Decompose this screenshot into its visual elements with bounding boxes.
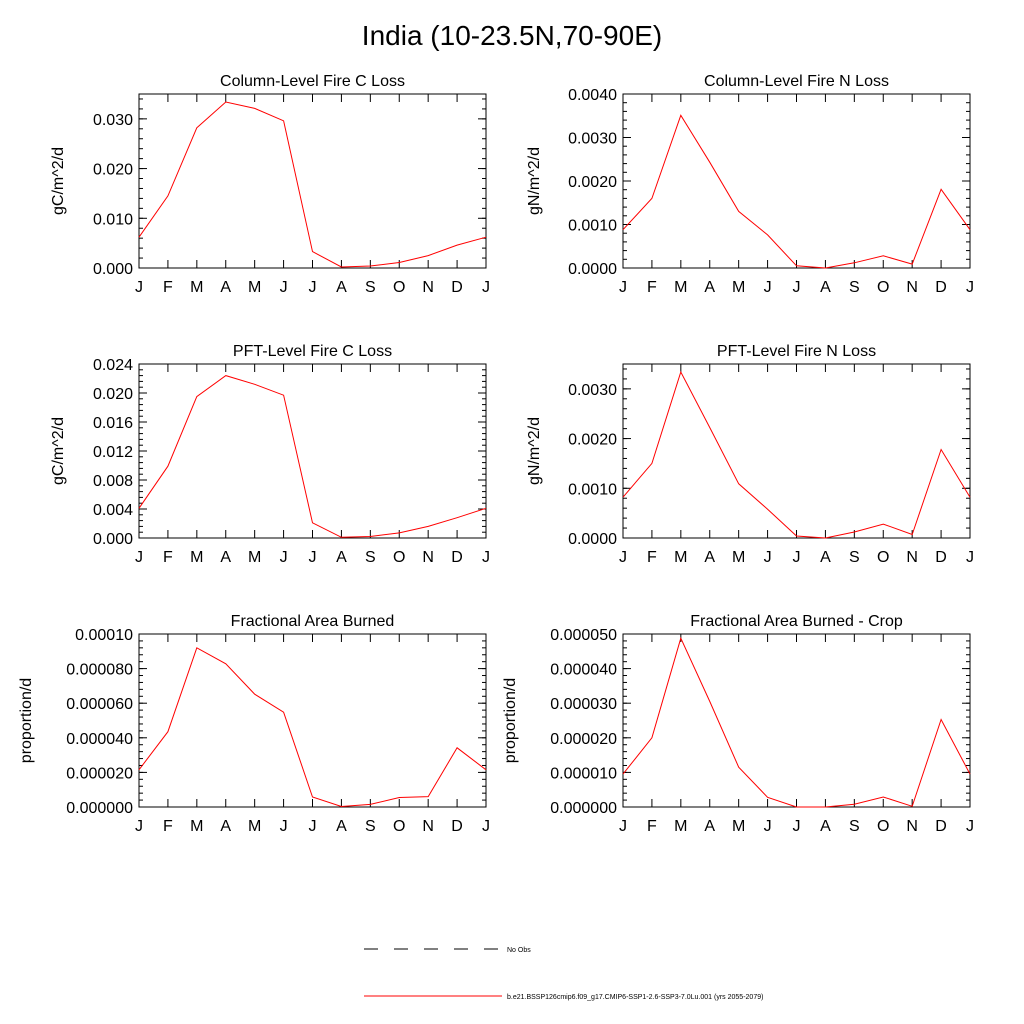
x-tick-label: A xyxy=(336,279,347,296)
series-line-1 xyxy=(139,648,486,807)
y-axis-label: gN/m^2/d xyxy=(526,147,543,215)
y-tick-label: 0.000060 xyxy=(66,696,133,714)
chart-title: PFT-Level Fire C Loss xyxy=(232,343,393,360)
x-tick-label: M xyxy=(190,279,204,296)
plot-frame xyxy=(623,634,970,807)
series-line-1 xyxy=(139,102,486,267)
y-tick-label: 0.00010 xyxy=(75,627,133,644)
x-tick-label: S xyxy=(364,818,376,835)
x-tick-label: J xyxy=(619,549,627,566)
x-tick-label: J xyxy=(966,818,974,835)
x-tick-label: N xyxy=(906,549,918,566)
y-axis-label: proportion/d xyxy=(18,677,35,764)
x-tick-label: N xyxy=(906,818,918,835)
chart-panel-3 xyxy=(50,343,490,566)
y-axis-label: gC/m^2/d xyxy=(50,417,67,485)
y-tick-label: 0.000040 xyxy=(550,661,617,679)
x-tick-label: M xyxy=(190,818,204,835)
plot-frame xyxy=(139,94,486,268)
y-tick-label: 0.000010 xyxy=(550,765,617,783)
x-tick-label: D xyxy=(451,279,463,296)
x-tick-label: J xyxy=(792,279,801,296)
x-tick-label: M xyxy=(190,549,204,566)
y-tick-label: 0.000040 xyxy=(66,730,133,748)
x-tick-label: M xyxy=(248,279,262,296)
x-tick-label: D xyxy=(935,279,947,296)
x-tick-label: J xyxy=(135,279,143,296)
y-tick-label: 0.020 xyxy=(92,161,133,179)
x-tick-label: F xyxy=(647,549,657,566)
plot-frame xyxy=(139,634,486,807)
x-tick-label: A xyxy=(704,818,716,835)
x-tick-label: N xyxy=(422,818,434,835)
x-tick-label: A xyxy=(820,279,831,296)
y-tick-label: 0.024 xyxy=(92,357,133,374)
x-tick-label: J xyxy=(482,549,490,566)
plot-frame xyxy=(623,94,970,268)
x-tick-label: M xyxy=(248,549,262,566)
y-tick-label: 0.030 xyxy=(92,111,133,129)
chart-title: Column-Level Fire C Loss xyxy=(220,73,405,90)
x-tick-label: J xyxy=(279,549,288,566)
x-tick-label: S xyxy=(364,549,376,566)
x-tick-label: F xyxy=(647,818,657,835)
legend-label-1: No Obs xyxy=(507,947,531,954)
chart-panel-4 xyxy=(526,343,974,566)
x-tick-label: D xyxy=(935,818,947,835)
y-tick-label: 0.008 xyxy=(92,473,133,490)
x-tick-label: J xyxy=(966,549,974,566)
x-tick-label: J xyxy=(135,549,143,566)
y-tick-label: 0.0020 xyxy=(568,174,617,191)
chart-panel-2 xyxy=(526,73,974,296)
x-tick-label: A xyxy=(336,549,347,566)
y-tick-label: 0.0030 xyxy=(568,381,617,399)
y-tick-label: 0.020 xyxy=(92,386,133,403)
x-tick-label: J xyxy=(308,279,317,296)
x-tick-label: J xyxy=(966,279,974,296)
x-tick-label: A xyxy=(220,549,232,566)
chart-title: Fractional Area Burned - Crop xyxy=(690,613,903,630)
x-tick-label: M xyxy=(674,549,688,566)
y-tick-label: 0.0000 xyxy=(568,531,617,548)
x-tick-label: M xyxy=(674,818,688,835)
x-tick-label: J xyxy=(619,279,627,296)
x-tick-label: J xyxy=(763,549,772,566)
y-tick-label: 0.000000 xyxy=(66,800,133,817)
x-tick-label: S xyxy=(848,818,860,835)
chart-panel-6 xyxy=(502,613,974,835)
x-tick-label: J xyxy=(792,549,801,566)
x-tick-label: A xyxy=(704,279,716,296)
series-line-1 xyxy=(623,115,970,268)
series-line-1 xyxy=(623,372,970,538)
x-tick-label: J xyxy=(279,279,288,296)
chart-panel-5 xyxy=(18,613,490,835)
chart-title: Fractional Area Burned xyxy=(230,613,395,630)
x-tick-label: M xyxy=(732,549,746,566)
y-tick-label: 0.000000 xyxy=(550,800,617,817)
x-tick-label: O xyxy=(393,549,406,566)
y-tick-label: 0.0010 xyxy=(568,217,617,235)
x-tick-label: J xyxy=(482,818,490,835)
y-tick-label: 0.000 xyxy=(92,261,133,278)
chart-title: Column-Level Fire N Loss xyxy=(704,73,889,90)
x-tick-label: M xyxy=(248,818,262,835)
x-tick-label: A xyxy=(704,549,716,566)
x-tick-label: A xyxy=(220,279,232,296)
x-tick-label: A xyxy=(336,818,347,835)
x-tick-label: F xyxy=(163,818,173,835)
series-line-1 xyxy=(139,376,486,538)
y-tick-label: 0.000050 xyxy=(550,627,617,644)
y-tick-label: 0.012 xyxy=(92,444,133,461)
x-tick-label: O xyxy=(877,818,890,835)
x-tick-label: F xyxy=(163,279,173,296)
x-tick-label: A xyxy=(220,818,232,835)
x-tick-label: D xyxy=(451,549,463,566)
y-tick-label: 0.000020 xyxy=(66,765,133,783)
legend-label-2: b.e21.BSSP126cmip6.f09_g17.CMIP6-SSP1-2.6-SSP3-7.0Lu.001 (yrs 2055-2079) xyxy=(507,994,764,1001)
y-tick-label: 0.0030 xyxy=(568,130,617,148)
y-axis-label: gN/m^2/d xyxy=(526,417,543,485)
x-tick-label: J xyxy=(135,818,143,835)
x-tick-label: O xyxy=(877,279,890,296)
x-tick-label: S xyxy=(848,279,860,296)
x-tick-label: N xyxy=(906,279,918,296)
x-tick-label: D xyxy=(935,549,947,566)
y-tick-label: 0.000 xyxy=(92,531,133,548)
y-tick-label: 0.0000 xyxy=(568,261,617,278)
y-tick-label: 0.000020 xyxy=(550,730,617,748)
x-tick-label: M xyxy=(732,279,746,296)
y-tick-label: 0.016 xyxy=(92,415,133,432)
y-tick-label: 0.0010 xyxy=(568,481,617,499)
figure-title: India (10-23.5N,70-90E) xyxy=(361,20,663,51)
x-tick-label: N xyxy=(422,279,434,296)
x-tick-label: J xyxy=(763,818,772,835)
legend xyxy=(364,947,763,1001)
x-tick-label: M xyxy=(674,279,688,296)
y-tick-label: 0.000080 xyxy=(66,661,133,679)
y-axis-label: gC/m^2/d xyxy=(50,147,67,215)
x-tick-label: O xyxy=(393,279,406,296)
chart-title: PFT-Level Fire N Loss xyxy=(716,343,877,360)
x-tick-label: J xyxy=(792,818,801,835)
x-tick-label: O xyxy=(393,818,406,835)
x-tick-label: N xyxy=(422,549,434,566)
x-tick-label: S xyxy=(364,279,376,296)
x-tick-label: O xyxy=(877,549,890,566)
y-axis-label: proportion/d xyxy=(502,677,519,764)
y-tick-label: 0.010 xyxy=(92,211,133,229)
y-tick-label: 0.000030 xyxy=(550,696,617,714)
x-tick-label: J xyxy=(619,818,627,835)
x-tick-label: J xyxy=(279,818,288,835)
x-tick-label: A xyxy=(820,818,831,835)
x-tick-label: M xyxy=(732,818,746,835)
x-tick-label: A xyxy=(820,549,831,566)
x-tick-label: D xyxy=(451,818,463,835)
x-tick-label: J xyxy=(763,279,772,296)
plot-frame xyxy=(139,364,486,538)
y-tick-label: 0.0040 xyxy=(568,87,617,104)
x-tick-label: J xyxy=(308,549,317,566)
x-tick-label: J xyxy=(308,818,317,835)
series-line-1 xyxy=(623,638,970,807)
x-tick-label: J xyxy=(482,279,490,296)
x-tick-label: S xyxy=(848,549,860,566)
chart-panel-1 xyxy=(50,73,490,296)
x-tick-label: F xyxy=(647,279,657,296)
x-tick-label: F xyxy=(163,549,173,566)
y-tick-label: 0.004 xyxy=(92,502,133,519)
y-tick-label: 0.0020 xyxy=(568,431,617,449)
